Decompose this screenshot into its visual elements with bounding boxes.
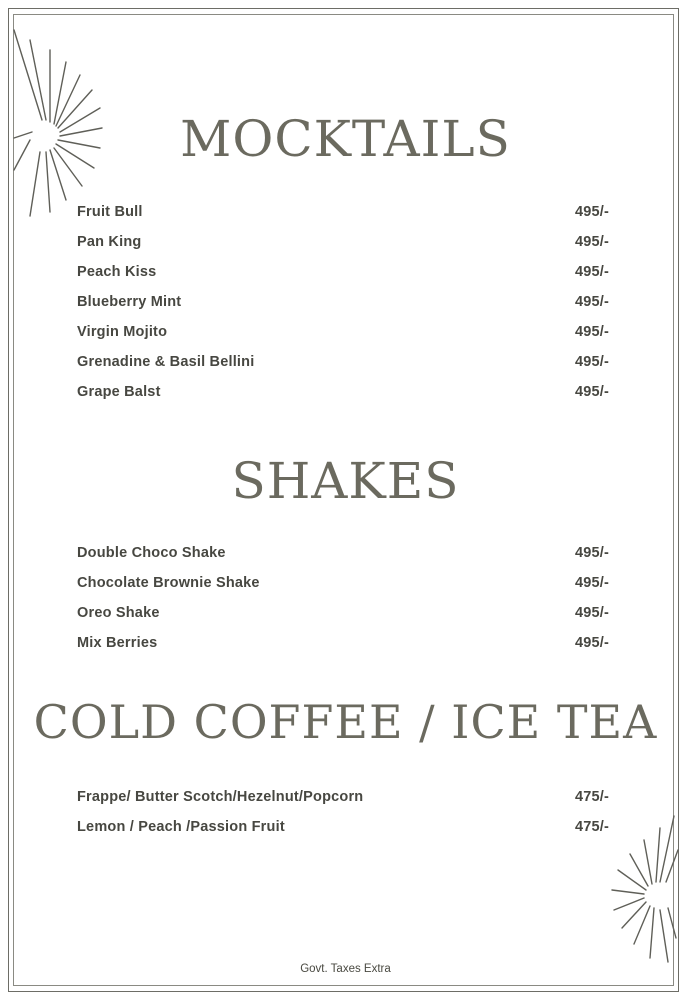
menu-item bbox=[77, 543, 609, 563]
item-name: Double Choco Shake bbox=[77, 545, 226, 561]
sunburst-icon bbox=[610, 810, 691, 970]
item-price: 495/- bbox=[574, 294, 609, 310]
menu-item bbox=[77, 787, 609, 807]
item-price: 495/- bbox=[574, 384, 609, 400]
section-title-mocktails: MOCKTAILS bbox=[180, 110, 511, 168]
footer-note: Govt. Taxes Extra bbox=[300, 963, 391, 975]
item-price: 495/- bbox=[574, 324, 609, 340]
item-name: Lemon / Peach /Passion Fruit bbox=[77, 819, 285, 835]
menu-item bbox=[77, 603, 609, 623]
menu-item bbox=[77, 573, 609, 593]
item-name: Peach Kiss bbox=[77, 264, 157, 280]
item-price: 495/- bbox=[574, 635, 609, 651]
menu-item bbox=[77, 352, 609, 372]
menu-item bbox=[77, 633, 609, 653]
item-price: 495/- bbox=[574, 204, 609, 220]
item-name: Blueberry Mint bbox=[77, 294, 182, 310]
menu-item bbox=[77, 817, 609, 837]
item-name: Grape Balst bbox=[77, 384, 161, 400]
menu-item bbox=[77, 382, 609, 402]
item-price: 495/- bbox=[574, 575, 609, 591]
item-name: Virgin Mojito bbox=[77, 324, 168, 340]
item-price: 475/- bbox=[574, 789, 609, 805]
item-price: 495/- bbox=[574, 605, 609, 621]
item-name: Oreo Shake bbox=[77, 605, 160, 621]
item-name: Pan King bbox=[77, 234, 142, 250]
menu-item bbox=[77, 322, 609, 342]
item-price: 495/- bbox=[574, 264, 609, 280]
menu-item bbox=[77, 262, 609, 282]
item-price: 475/- bbox=[574, 819, 609, 835]
section-title-cold-coffee-ice-tea: COLD COFFEE / ICE TEA bbox=[33, 695, 658, 749]
item-name: Fruit Bull bbox=[77, 204, 143, 220]
item-price: 495/- bbox=[574, 545, 609, 561]
menu-item bbox=[77, 292, 609, 312]
section-title-shakes: SHAKES bbox=[231, 452, 460, 510]
item-name: Mix Berries bbox=[77, 635, 158, 651]
item-price: 495/- bbox=[574, 354, 609, 370]
menu-item bbox=[77, 202, 609, 222]
item-name: Grenadine & Basil Bellini bbox=[77, 354, 255, 370]
menu-item bbox=[77, 232, 609, 252]
item-name: Chocolate Brownie Shake bbox=[77, 575, 260, 591]
item-name: Frappe/ Butter Scotch/Hezelnut/Popcorn bbox=[77, 789, 364, 805]
item-price: 495/- bbox=[574, 234, 609, 250]
